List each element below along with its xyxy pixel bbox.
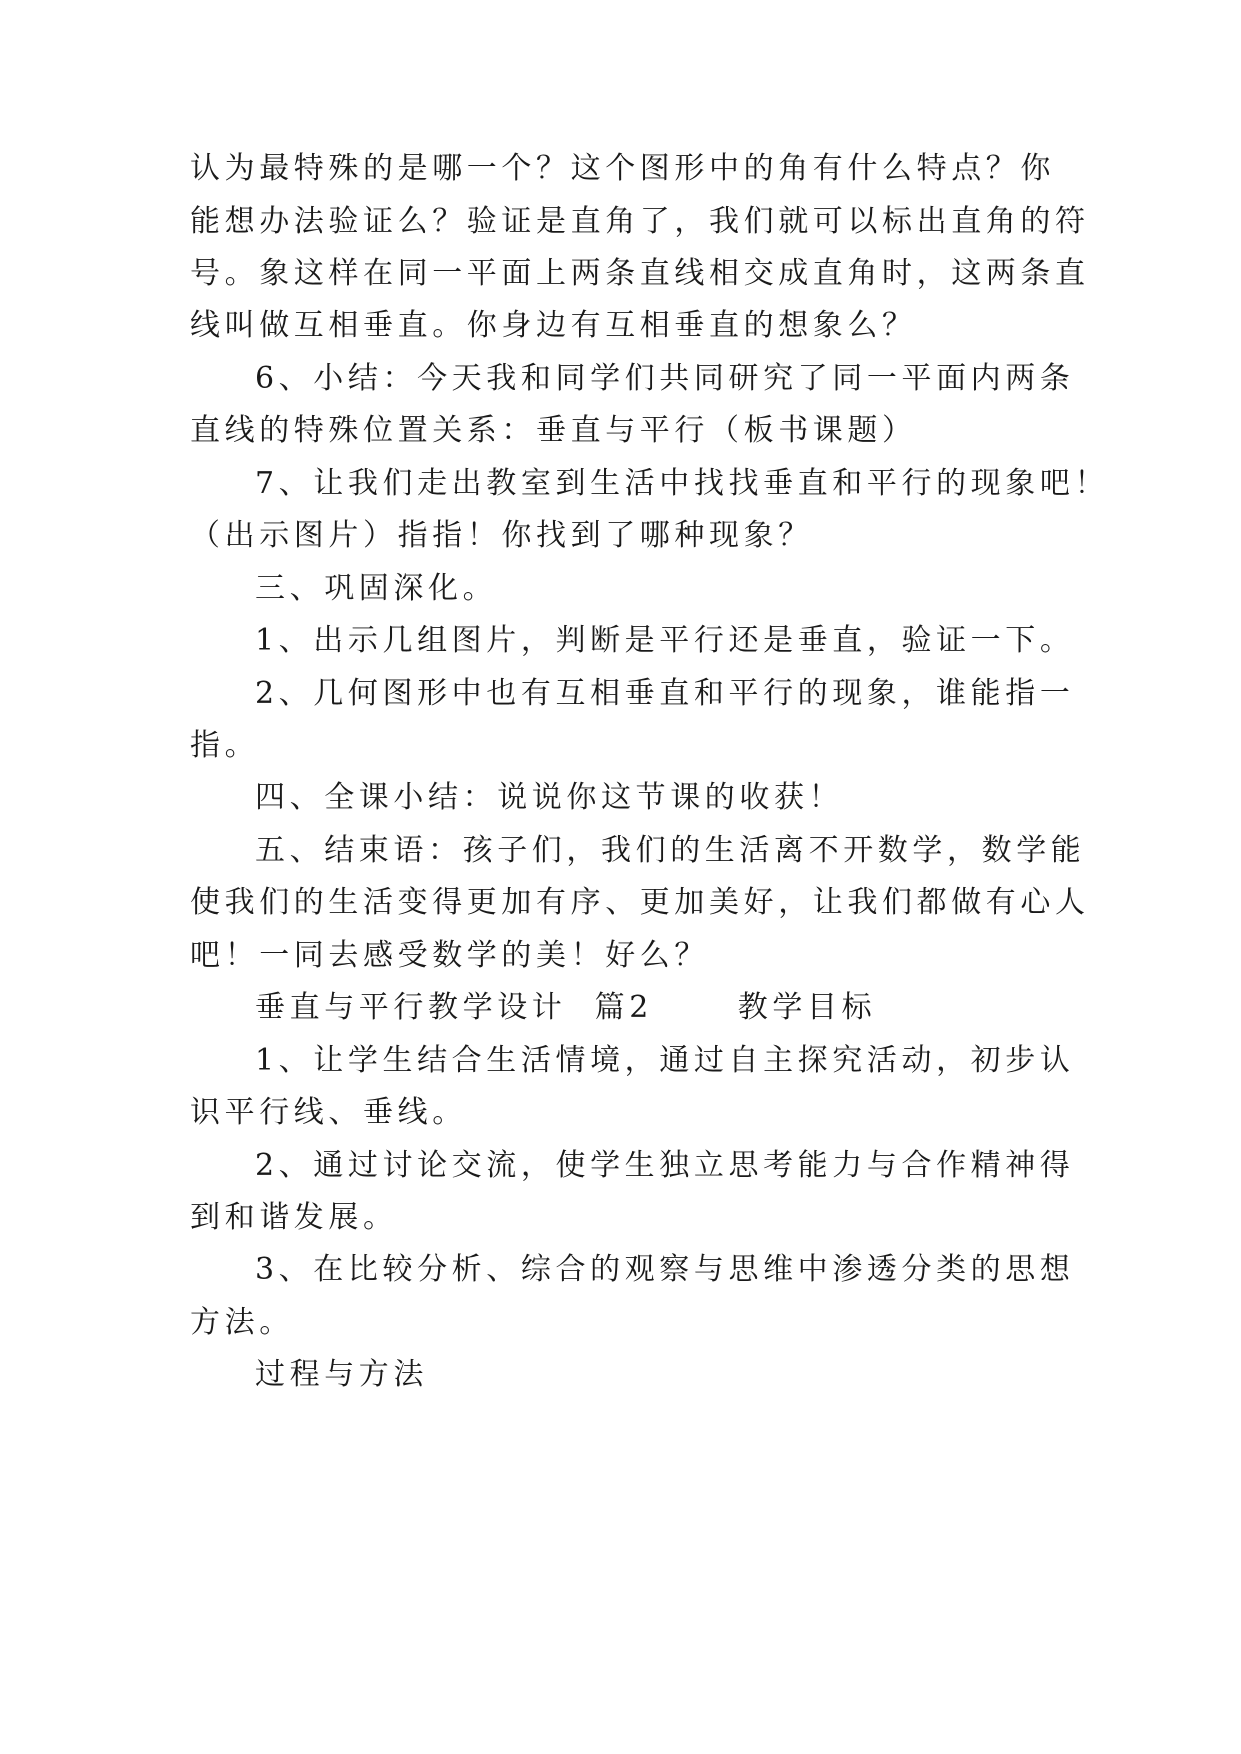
paragraph-line: 3、在比较分析、综合的观察与思维中渗透分类的思想 xyxy=(255,1252,1075,1287)
section-heading: 四、全课小结：说说你这节课的收获！ xyxy=(255,780,844,815)
paragraph-line: 线叫做互相垂直。你身边有互相垂直的想象么？ xyxy=(190,308,917,343)
paragraph-line: 直线的特殊位置关系：垂直与平行（板书课题） xyxy=(190,413,917,448)
paragraph-line: 7、让我们走出教室到生活中找找垂直和平行的现象吧！ xyxy=(255,466,1110,501)
paragraph-line: 2、通过讨论交流，使学生独立思考能力与合作精神得 xyxy=(255,1148,1075,1183)
paragraph-line: 吧！一同去感受数学的美！好么？ xyxy=(190,938,709,973)
paragraph-line: 2、几何图形中也有互相垂直和平行的现象，谁能指一 xyxy=(255,676,1075,711)
paragraph-line: （出示图片）指指！你找到了哪种现象？ xyxy=(190,518,813,553)
section-heading: 三、巩固深化。 xyxy=(255,571,498,606)
paragraph-line: 能想办法验证么？验证是直角了，我们就可以标出直角的符 xyxy=(190,204,1090,239)
paragraph-line: 1、出示几组图片，判断是平行还是垂直，验证一下。 xyxy=(255,623,1075,658)
paragraph-line: 号。象这样在同一平面上两条直线相交成直角时，这两条直 xyxy=(190,256,1090,291)
section-heading: 过程与方法 xyxy=(255,1357,428,1392)
section-heading: 五、结束语：孩子们，我们的生活离不开数学，数学能 xyxy=(255,833,1086,868)
paragraph-line: 到和谐发展。 xyxy=(190,1200,398,1235)
paragraph-line: 1、让学生结合生活情境，通过自主探究活动，初步认 xyxy=(255,1043,1075,1078)
paragraph-line: 识平行线、垂线。 xyxy=(190,1095,467,1130)
paragraph-line: 认为最特殊的是哪一个？这个图形中的角有什么特点？你 xyxy=(190,151,1055,186)
paragraph-line: 6、小结：今天我和同学们共同研究了同一平面内两条 xyxy=(255,361,1075,396)
paragraph-line: 指。 xyxy=(190,728,260,763)
paragraph-line: 使我们的生活变得更加有序、更加美好，让我们都做有心人 xyxy=(190,885,1090,920)
article-title: 垂直与平行教学设计 篇2 教学目标 xyxy=(255,990,877,1025)
paragraph-line: 方法。 xyxy=(190,1305,294,1340)
